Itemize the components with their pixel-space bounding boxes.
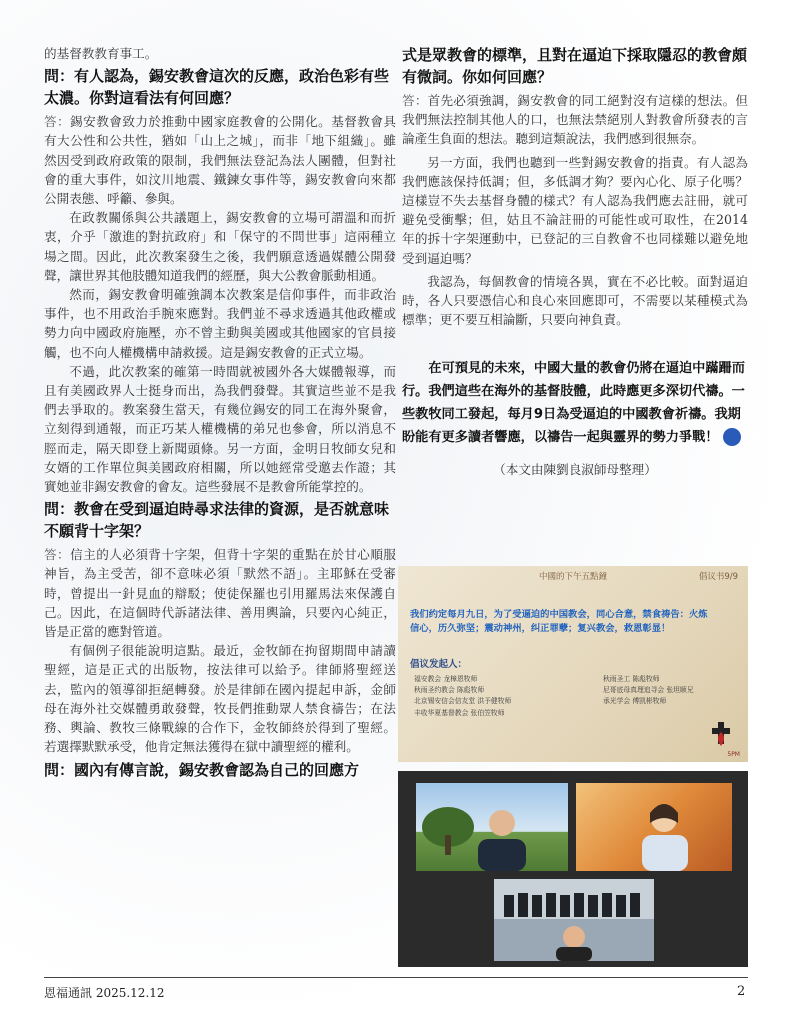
answer-paragraph: [44, 545, 396, 641]
answer-label: 答：: [402, 93, 428, 108]
cross-logo-icon: [710, 720, 732, 748]
body-paragraph: 另一方面，我們也聽到一些對錫安教會的指責。有人認為我們應該保持低調；但，多低調才夠？要內心化、原子化嗎？這樣豈不失去基督身體的樣式？有人認為我們應去註冊，就可避免受衝擊；但，姑且不論註冊的可能性或可取性，在2014年的拆十字架運動中，已登記的三自教會不也同樣難以避免地受到逼迫嗎？: [402, 154, 748, 266]
signer-item: 秋雨圣工 陈彪牧师: [603, 675, 660, 683]
body-paragraph: 不過，此次教案的確第一時間就被國外各大媒體報導，而且有美國政界人士挺身而出，為我們發聲。其實這些並不是我們去爭取的。教案發生當天，有幾位錫安的同工在海外聚會，立刻得到通報，而正巧某人權機構的弟兄也參會，所以消息不脛而走，隔天即登上新聞頭條。另一方面，金明日牧師女兒和女婿的工作單位與美國政府相關，所以她經常受邀去作證；其實她並非錫安教會的會友。這些發展不是教會所能掌控的。: [44, 363, 396, 495]
body-paragraph: 在政教關係與公共議題上，錫安教會的立場可謂溫和而折衷，介乎「激進的對抗政府」和「保守的不問世事」這兩種立場之間。因此，此次教案發生之後，我們願意透過媒體公開發聲，讓世界其他肢體知道我們的經歷，與大公教會脈動相通。: [44, 210, 396, 283]
answer-label: 答：: [44, 114, 71, 130]
video-tile-speaker-1: [416, 783, 568, 871]
question-heading: 問：有人認為，錫安教會這次的反應，政治色彩有些太濃。你對這看法有何回應？: [44, 67, 390, 108]
question-heading-continued: 式是眾教會的標準，且對在逼迫下採取隱忍的教會頗有微詞。你如何回應？: [402, 46, 748, 86]
poster-signers-title: 倡议发起人：: [410, 659, 468, 670]
poster-signers-left: [414, 674, 511, 719]
body-paragraph: 然而，錫安教會明確強調本次教案是信仰事件，而非政治事件，也不用政治手腕來應對。我們並不尋求透過其他政權或勢力向中國政府施壓，亦不曾主動與美國或其他國家的官員接觸，也不向人權機構申請救援。這是錫安教會的正式立場。: [44, 287, 396, 360]
signer-item: 福安教会 龙樟恩牧师: [414, 675, 478, 683]
answer-label: 答：: [44, 547, 71, 563]
footer-publication: 恩福通訊 2025.12.12: [44, 986, 165, 1000]
signer-item: 尼哥底母真理追寻会 张坦顺兄: [603, 686, 694, 695]
signer-item: 北京锡安信会信友堂 洪予健牧师: [414, 697, 512, 706]
prayer-text: 在可預見的未來，中國大量的教會仍將在逼迫中蹣跚而行。我們這些在海外的基督肢體，此時應更多深切代禱。一些教牧同工發起，每月9日為受逼迫的中國教會祈禱。我期盼能有更多讀者響應，以禱告一起與靈界的勢力爭戰！: [402, 361, 745, 446]
signer-item: 丰收华夏基督教会 张伯笠牧师: [414, 708, 505, 717]
answer-text: 錫安教會致力於推動中國家庭教會的公開化。基督教會具有大公性和公共性，猶如「山上之城」，而非「地下組織」。雖然因受到政府政策的限制，我們無法登記為法人團體，但對社會的重大事件，如汶川地震、鐵鍊女事件等，錫安教會向來都公開表態、呼籲、參與。: [44, 114, 397, 207]
signer-item: 承光学会 傅凯彬牧师: [603, 697, 667, 706]
left-column: [44, 44, 396, 784]
footer-divider: [44, 977, 748, 978]
answer-paragraph: [402, 91, 748, 149]
poster-main-text: 我们约定每月九日，为了受逼迫的中国教会，同心合意，禁食祷告：火炼信心，历久弥坚；震动神州，纠正罪孽；复兴教会，救恩彰显！: [410, 609, 708, 634]
question-heading: 問：國內有傳言說，錫安教會認為自己的回應方: [44, 760, 360, 779]
poster-signers-right: [603, 674, 694, 708]
poster-logo-text: 5PM: [727, 751, 740, 758]
answer-paragraph: [44, 112, 396, 208]
newsletter-logo-icon: 恩: [723, 428, 741, 446]
poster-header-tag: 倡议书9/9: [698, 572, 738, 582]
prayer-call-paragraph: [402, 357, 760, 449]
poster-header-title: 中國的下午五點鐘: [538, 572, 607, 582]
prayer-initiative-poster: [398, 566, 748, 762]
person-icon: [416, 783, 568, 871]
article-credit: （本文由陳劉良淑師母整理）: [493, 462, 657, 478]
question-heading: 問：教會在受到逼迫時尋求法律的資源，是否就意味不願背十字架？: [44, 500, 390, 541]
answer-text: 信主的人必須背十字架，但背十字架的重點在於甘心順服神旨，為主受苦，卻不意味必須「默然不語」。主耶穌在受審時，曾提出一針見血的辯駁；使徒保羅也引用羅馬法來保護自己。因此，在這個時代訴諸法律、善用輿論，只要內心純正，皆是正當的應對管道。: [44, 547, 397, 640]
video-tile-group: [494, 879, 654, 961]
footer-page-number: 2: [737, 984, 746, 999]
signer-item: 秋雨圣约教会 陈彪牧师: [414, 686, 485, 695]
person-icon: [576, 783, 732, 871]
answer-text: 首先必須強調，錫安教會的同工絕對沒有這樣的想法。但我們無法控制其他人的口，也無法禁絕別人對教會所發表的言論產生負面的想法。聽到這類說法，我們感到很無奈。: [402, 93, 749, 147]
group-photo-icon: [494, 879, 654, 961]
body-paragraph: 有個例子很能說明這點。最近，金牧師在拘留期間申請讀聖經，這是正式的出版物，按法律可以給予。律師將聖經送去，監內的領導卻拒絕轉發。於是律師在國內提起申訴，金師母在海外社交媒體勇敢發聲，牧長們推動眾人禁食禱告；在法務、輿論、教牧三條戰線的合作下，金牧師終於得到了聖經。若選擇默默承受，他肯定無法獲得在獄中讀聖經的權利。: [44, 643, 396, 755]
body-paragraph: 我認為，每個教會的情境各異，實在不必比較。面對逼迫時，各人只要憑信心和良心來回應即可，不需要以某種模式為標準；更不要互相論斷，只要向神負責。: [402, 273, 748, 328]
paragraph-continuation: 的基督教教育事工。: [44, 46, 158, 61]
video-call-photo: [398, 771, 748, 967]
video-tile-speaker-2: [576, 783, 732, 871]
right-column: [402, 44, 760, 478]
